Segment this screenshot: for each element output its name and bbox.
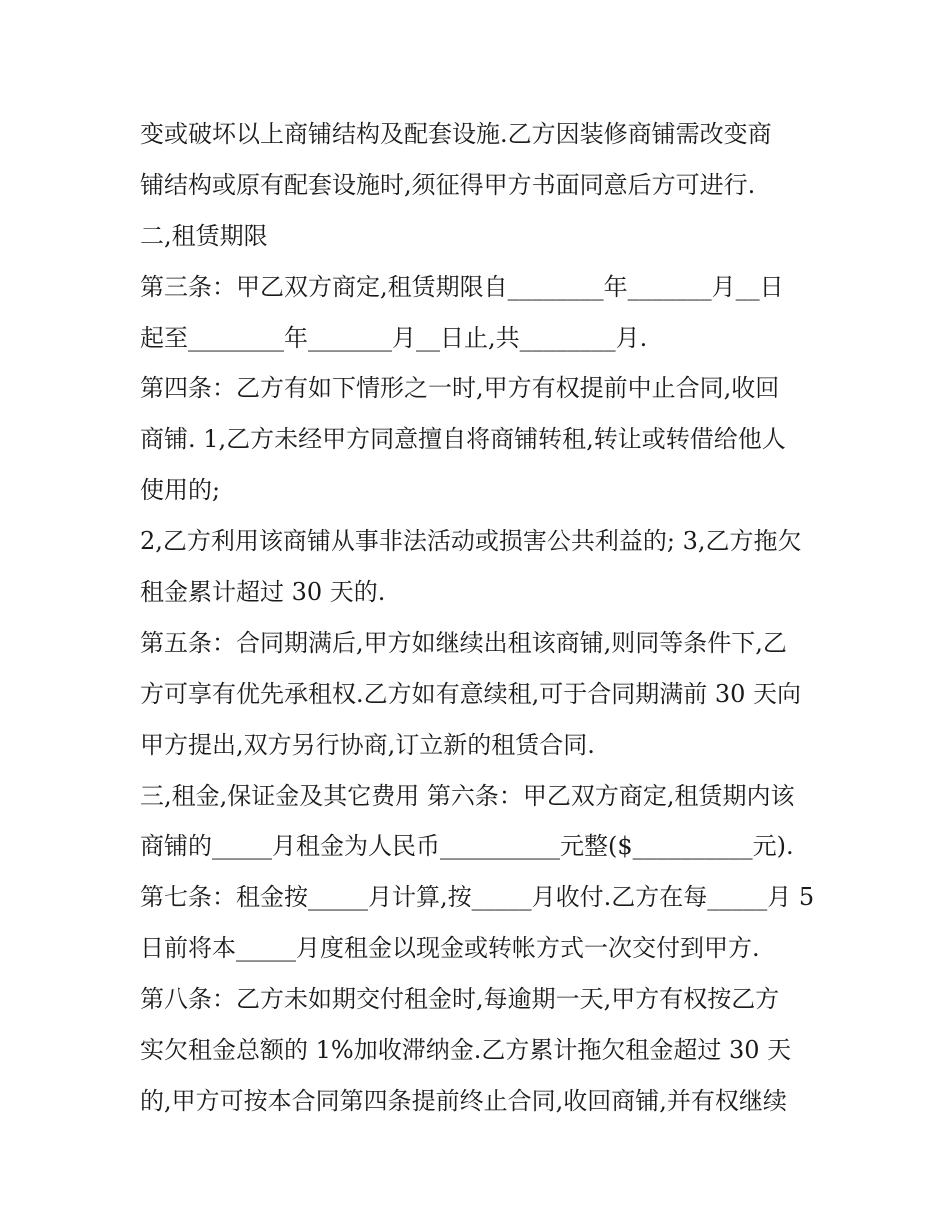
text-line: 商铺的_____月租金为人民币__________元整($__________元). bbox=[140, 832, 794, 861]
text-line: 第七条：租金按_____月计算,按_____月收付.乙方在每_____月 5 bbox=[140, 883, 815, 912]
text-line: 方可享有优先承租权.乙方如有意续租,可于合同期满前 30 天向 bbox=[140, 679, 802, 708]
text-line: 第五条：合同期满后,甲方如继续出租该商铺,则同等条件下,乙 bbox=[140, 628, 787, 657]
text-line: 铺结构或原有配套设施时,须征得甲方书面同意后方可进行. bbox=[140, 170, 756, 199]
section-heading: 二,租赁期限 bbox=[140, 221, 268, 250]
text-line: 起至________年_______月__日止,共________月. bbox=[140, 323, 648, 352]
text-line: 第三条：甲乙双方商定,租赁期限自________年_______月__日 bbox=[140, 272, 784, 301]
text-line: 第八条：乙方未如期交付租金时,每逾期一天,甲方有权按乙方 bbox=[140, 985, 780, 1014]
text-line: 变或破坏以上商铺结构及配套设施.乙方因装修商铺需改变商 bbox=[140, 120, 772, 148]
text-line: 第四条：乙方有如下情形之一时,甲方有权提前中止合同,收回 bbox=[140, 374, 780, 403]
text-line: 商铺. 1,乙方未经甲方同意擅自将商铺转租,转让或转借给他人 bbox=[140, 425, 786, 454]
text-line: 使用的; bbox=[140, 476, 221, 505]
contract-body-text bbox=[140, 109, 820, 1127]
text-line: 三,租金,保证金及其它费用 第六条：甲乙双方商定,租赁期内该 bbox=[140, 781, 795, 810]
text-line: 甲方提出,双方另行协商,订立新的租赁合同. bbox=[140, 730, 595, 759]
text-line: 实欠租金总额的 1%加收滞纳金.乙方累计拖欠租金超过 30 天 bbox=[140, 1036, 792, 1065]
text-line: 2,乙方利用该商铺从事非法活动或损害公共利益的; 3,乙方拖欠 bbox=[140, 527, 802, 556]
text-line: 租金累计超过 30 天的. bbox=[140, 578, 386, 607]
text-line: 日前将本_____月度租金以现金或转帐方式一次交付到甲方. bbox=[140, 934, 760, 963]
text-line: 的,甲方可按本合同第四条提前终止合同,收回商铺,并有权继续 bbox=[140, 1086, 787, 1115]
